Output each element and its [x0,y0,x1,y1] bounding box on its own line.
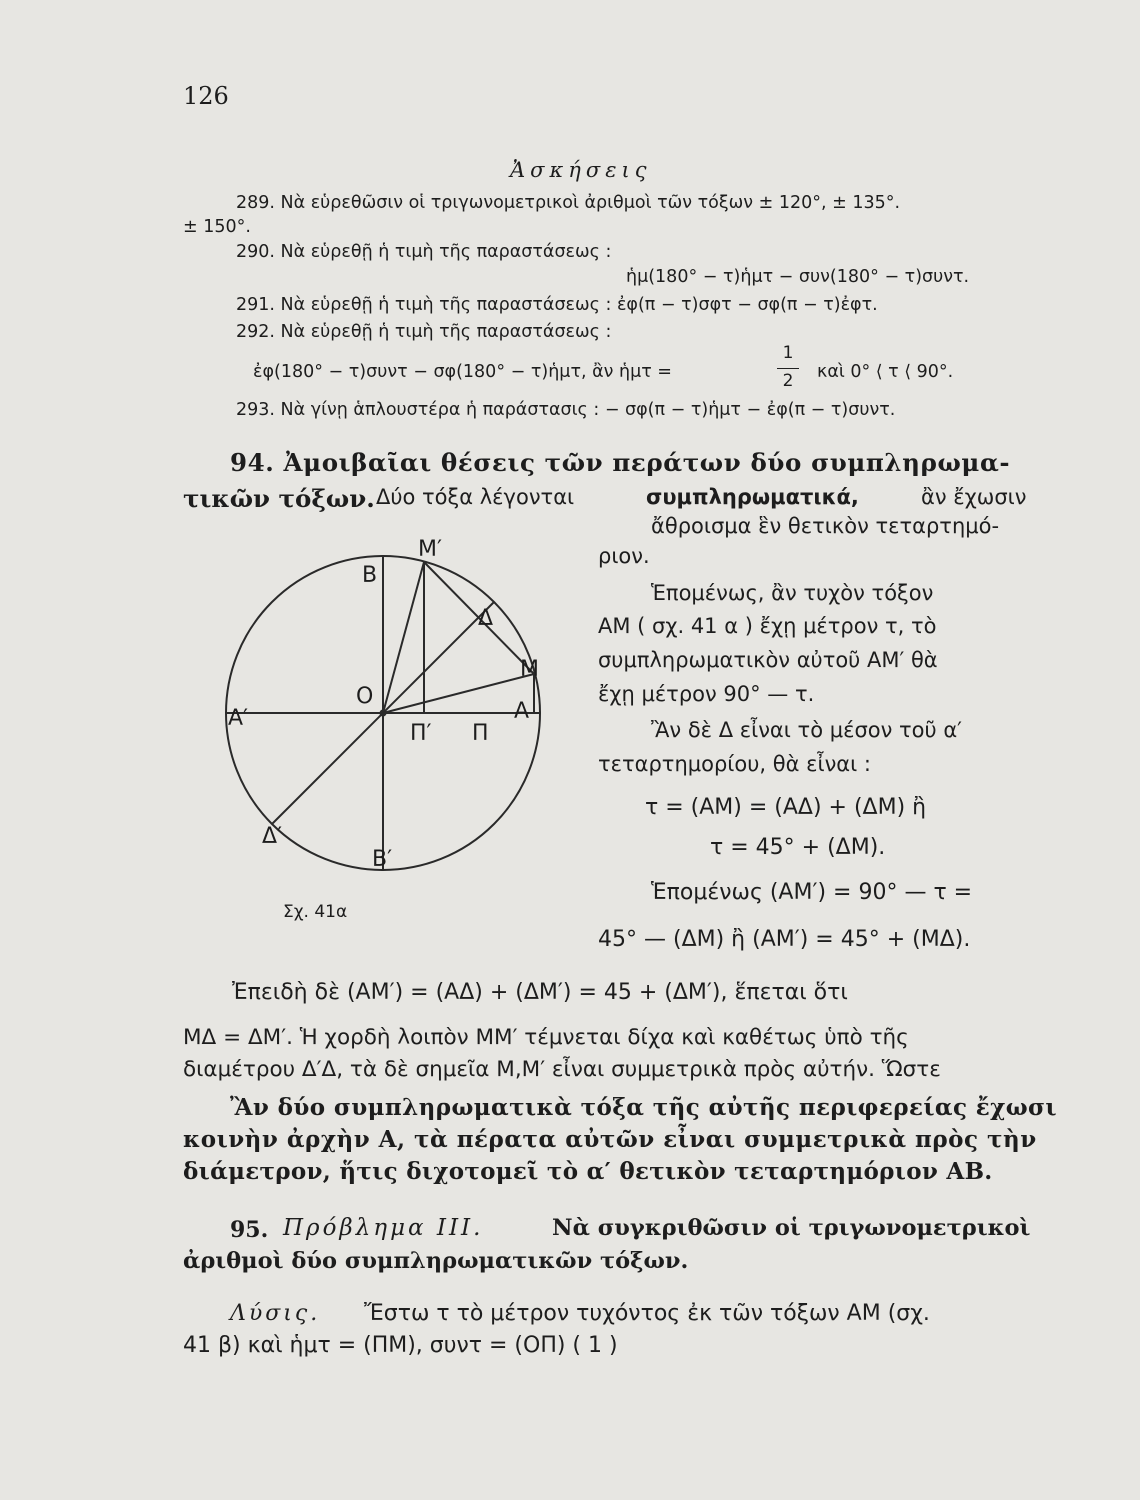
equation-2: τ = 45° + (ΔΜ). [710,835,886,860]
exercise-291: 291. Νὰ εὑρεθῇ ἡ τιμὴ τῆς παραστάσεως : ἐφ(π − τ)σφτ − σφ(π − τ)ἐφτ. [236,295,878,315]
exercises-heading: Ἀσκήσεις [510,158,652,182]
section-95-title-line-1: Νὰ συγκριθῶσιν οἱ τριγωνομετρικοὶ [552,1215,1031,1241]
center-point [380,710,387,717]
radius-OM-prime [383,562,424,713]
page-number: 126 [183,82,229,110]
section-94-line-3: ἄθροισμα ἓν θετικὸν τεταρτημό- [651,514,1000,538]
section-94-line-5: Ἑπομένως, ἂν τυχὸν τόξον [651,581,934,605]
exercise-292-line-1: 292. Νὰ εὑρεθῇ ἡ τιμὴ τῆς παραστάσεως : [236,322,612,342]
section-94-line-2-text: Δύο τόξα λέγονται [376,485,575,509]
exercise-289-line-1: 289. Νὰ εὑρεθῶσιν οἱ τριγωνομετρικοὶ ἀριθμοὶ τῶν τόξων ± 120°, ± 135°. [236,193,901,213]
section-94-term: συμπληρωματικά, [646,485,859,509]
solution-line-1: Ἔστω τ τὸ μέτρον τυχόντος ἐκ τῶν τόξων ΑΜ (σχ. [364,1301,930,1326]
equation-1: τ = (ΑΜ) = (ΑΔ) + (ΔΜ) ἢ [645,795,927,820]
exercise-290-line-1: 290. Νὰ εὑρεθῇ ἡ τιμὴ τῆς παραστάσεως : [236,242,612,262]
section-94-line-4: ριον. [598,544,650,568]
section-94-line-8: ἔχῃ μέτρον 90° — τ. [598,682,815,706]
section-94-line-10: τεταρτημορίου, θὰ εἶναι : [598,752,872,776]
section-94-line-7: συμπληρωματικὸν αὐτοῦ ΑΜ′ θὰ [598,648,938,672]
label-A: Α [514,699,530,724]
section-94-line-2-end: ἂν ἔχωσιν [921,485,1027,509]
label-Pi-prime: Π′ [410,721,432,746]
label-A-prime: Α′ [228,706,249,731]
paragraph-2-line-3: διαμέτρου Δ′Δ, τὰ δὲ σημεῖα Μ,Μ′ εἶναι συμμετρικὰ πρὸς αὐτήν. Ὥστε [183,1057,941,1082]
paragraph-2-line-2: ΜΔ = ΔΜ′. Ἡ χορδὴ λοιπὸν ΜΜ′ τέμνεται δίχα καὶ καθέτως ὑπὸ τῆς [183,1025,909,1050]
theorem-line-3: διάμετρον, ἥτις διχοτομεῖ τὸ α′ θετικὸν τεταρτημόριον ΑΒ. [183,1158,993,1185]
label-Delta-prime: Δ′ [262,824,283,849]
theorem-line-1: Ἂν δύο συμπληρωματικὰ τόξα τῆς αὐτῆς περιφερείας ἔχωσι [230,1094,1057,1121]
section-94-title-line-1: 94. Ἀμοιβαῖαι θέσεις τῶν περάτων δύο συμπληρωμα- [230,448,1011,477]
fraction-numerator: 1 [782,343,794,363]
solution-line-2: 41 β) καὶ ἡμτ = (ΠΜ), συντ = (ΟΠ) ( 1 ) [183,1333,618,1358]
equation-3: Ἑπομένως (ΑΜ′) = 90° — τ = [651,880,973,905]
section-94-title-line-2: τικῶν τόξων. [183,484,375,513]
exercise-289-line-2: ± 150°. [183,217,251,237]
exercise-293: 293. Νὰ γίνῃ ἁπλουστέρα ἡ παράστασις : − σφ(π − τ)ἡμτ − ἐφ(π − τ)συντ. [236,400,896,420]
theorem-line-2: κοινὴν ἀρχὴν Α, τὰ πέρατα αὐτῶν εἶναι συμμετρικὰ πρὸς τὴν [183,1126,1037,1153]
label-B: Β [362,563,378,588]
label-Delta: Δ [478,606,494,631]
label-M: Μ [520,657,539,682]
fraction-denominator: 2 [782,371,794,391]
exercise-292-line-2: ἐφ(180° − τ)συντ − σφ(180° − τ)ἡμτ, ἂν ἡμτ = [253,362,672,382]
section-94-line-6: ΑΜ ( σχ. 41 α ) ἔχῃ μέτρον τ, τὸ [598,614,937,638]
exercise-292-line-2-end: καὶ 0° ⟨ τ ⟨ 90°. [817,362,954,382]
figure-caption: Σχ. 41α [283,902,348,922]
solution-label: Λύσις. [230,1301,321,1326]
section-95-number: 95. [230,1217,269,1243]
label-O: Ο [356,684,374,709]
exercise-290-line-2: ἡμ(180° − τ)ἡμτ − συν(180° − τ)συντ. [626,267,970,287]
radius-OM [383,674,534,713]
equation-4: 45° — (ΔΜ) ἢ (ΑΜ′) = 45° + (ΜΔ). [598,927,971,952]
paragraph-2-line-1: Ἐπειδὴ δὲ (ΑΜ′) = (ΑΔ) + (ΔΜ′) = 45 + (ΔΜ′), ἕπεται ὅτι [232,980,848,1005]
section-94-line-9: Ἂν δὲ Δ εἶναι τὸ μέσον τοῦ α′ [651,718,962,742]
label-M-prime: Μ′ [418,537,442,562]
section-95-title-line-2: ἀριθμοὶ δύο συμπληρωματικῶν τόξων. [183,1248,689,1274]
label-Pi: Π [472,721,489,746]
label-B-prime: Β′ [372,847,393,872]
section-95-label: Πρόβλημα III. [283,1215,484,1241]
